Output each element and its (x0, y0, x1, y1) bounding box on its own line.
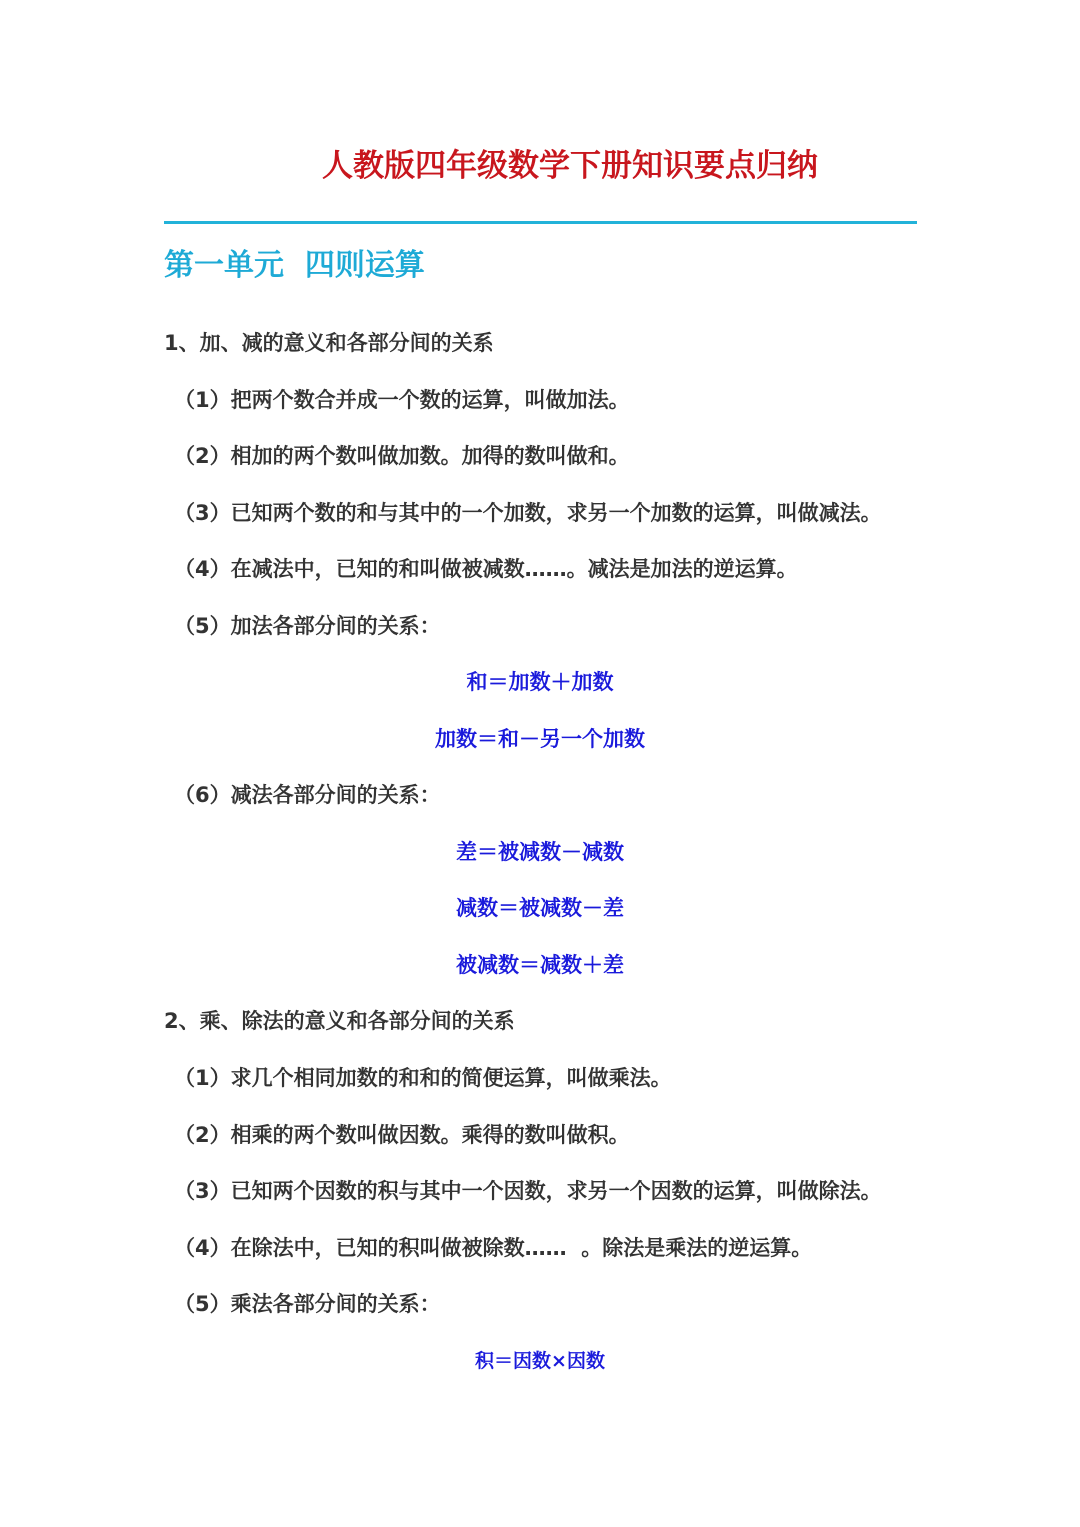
formula-sum: 和＝加数＋加数 (466, 670, 614, 694)
section1-item-3: （3）已知两个数的和与其中的一个加数，求另一个加数的运算，叫做减法。 (174, 501, 882, 525)
section1-item-5: （5）加法各部分间的关系： (174, 614, 441, 638)
unit-title: 第一单元 四则运算 (164, 248, 425, 283)
formula-difference: 差＝被减数－减数 (456, 840, 624, 864)
section2-heading: 2、乘、除法的意义和各部分间的关系 (164, 1009, 515, 1033)
formula-product: 积＝因数×因数 (475, 1350, 605, 1372)
section1-item-2: （2）相加的两个数叫做加数。加得的数叫做和。 (174, 444, 630, 468)
title-divider (164, 221, 917, 224)
section2-item-3: （3）已知两个因数的积与其中一个因数，求另一个因数的运算，叫做除法。 (174, 1179, 882, 1203)
section1-item-1: （1）把两个数合并成一个数的运算，叫做加法。 (174, 388, 630, 412)
formula-minuend: 被减数＝减数＋差 (456, 953, 624, 977)
section2-item-2: （2）相乘的两个数叫做因数。乘得的数叫做积。 (174, 1123, 630, 1147)
section1-item-6: （6）减法各部分间的关系： (174, 783, 441, 807)
document-title: 人教版四年级数学下册知识要点归纳 (322, 148, 818, 184)
section1-item-4: （4）在减法中，已知的和叫做被减数……。减法是加法的逆运算。 (174, 557, 798, 581)
formula-subtrahend: 减数＝被减数－差 (456, 896, 624, 920)
section2-item-5: （5）乘法各部分间的关系： (174, 1292, 441, 1316)
section1-heading: 1、加、减的意义和各部分间的关系 (164, 331, 494, 355)
formula-addend: 加数＝和－另一个加数 (435, 727, 645, 751)
section2-item-1: （1）求几个相同加数的和和的简便运算，叫做乘法。 (174, 1066, 672, 1090)
section2-item-4: （4）在除法中，已知的积叫做被除数…… 。除法是乘法的逆运算。 (174, 1236, 813, 1260)
